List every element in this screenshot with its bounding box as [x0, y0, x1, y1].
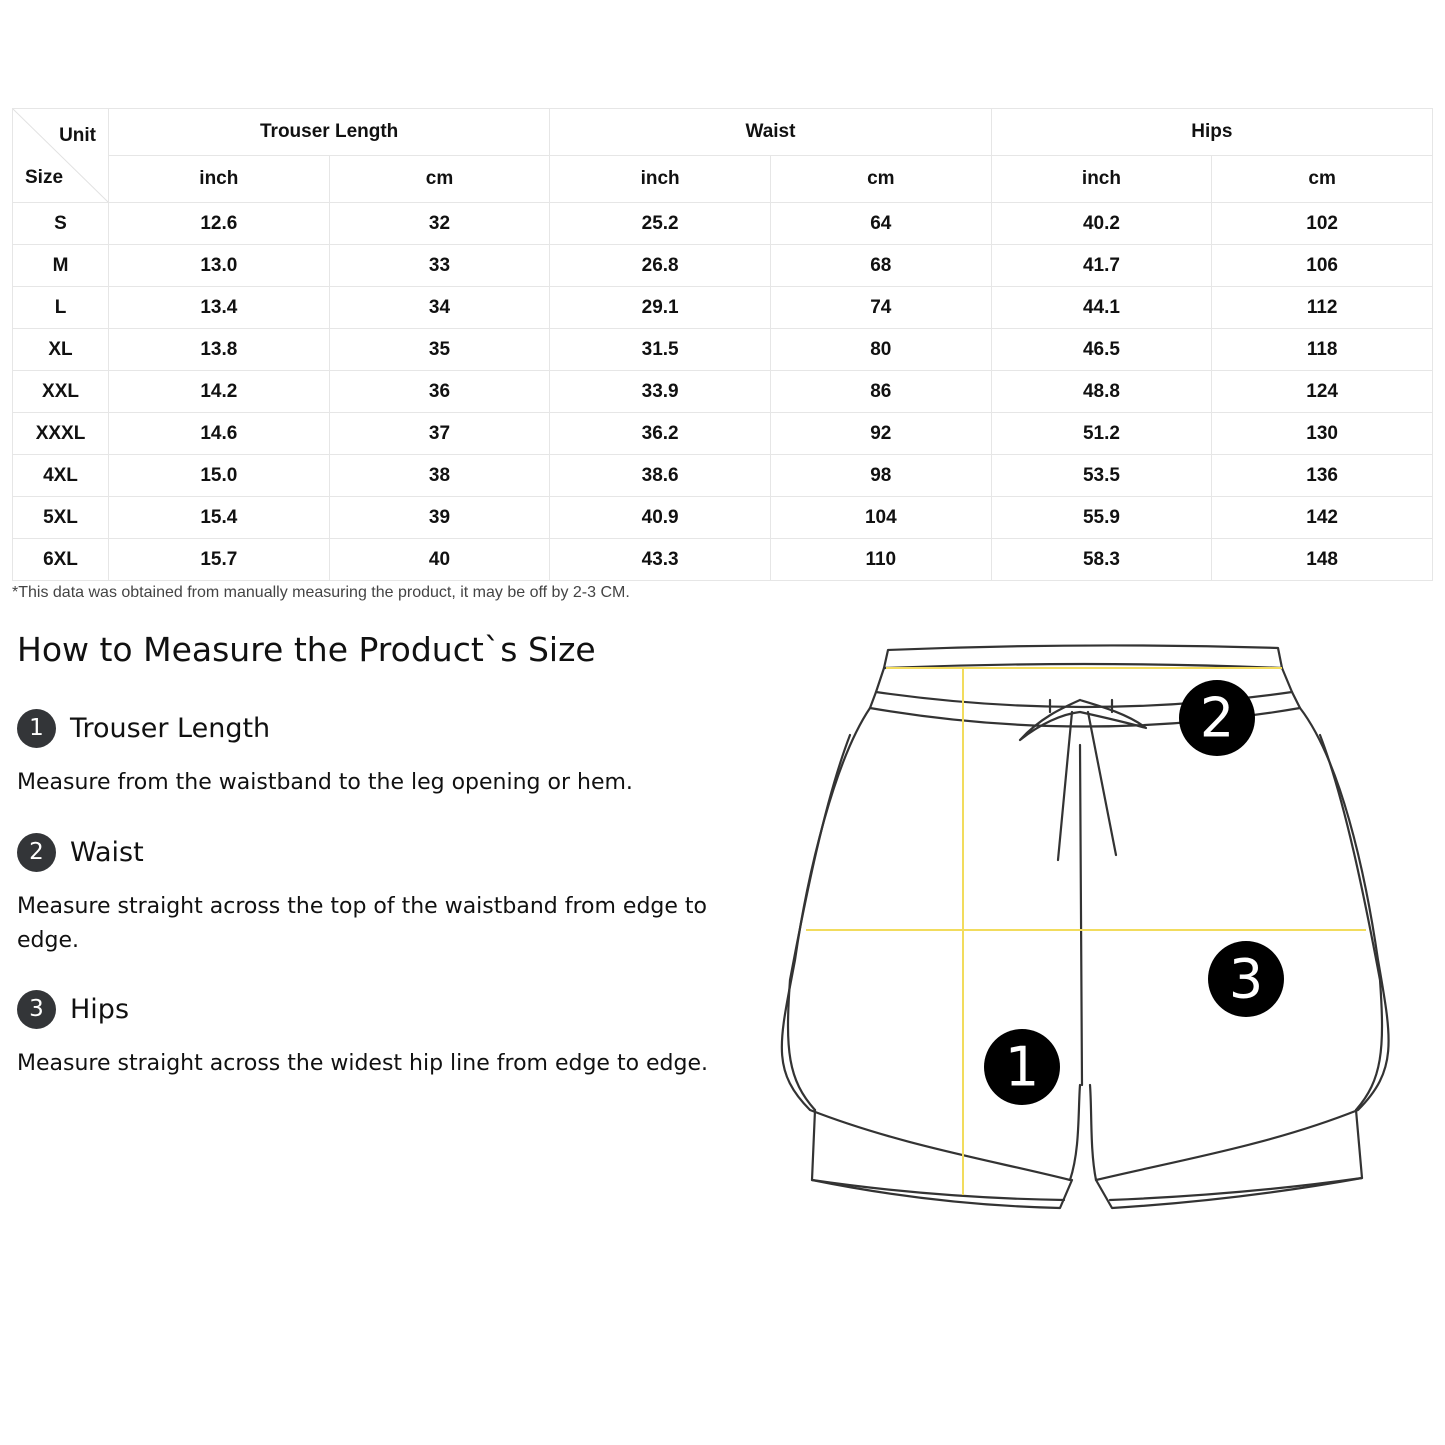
section-title: Hips [70, 993, 130, 1025]
measurement-cell: 106 [1212, 245, 1433, 287]
size-label-cell: XXXL [13, 413, 109, 455]
measurement-cell: 14.6 [109, 413, 330, 455]
section-description: Measure straight across the top of the waistband from edge to edge. [17, 894, 707, 953]
section-header [17, 708, 737, 748]
measurement-cell: 43.3 [550, 539, 771, 581]
unit-header-cell: cm [329, 156, 550, 203]
measurement-cell: 53.5 [991, 455, 1212, 497]
unit-header-cell: inch [550, 156, 771, 203]
shorts-outline-icon [782, 645, 1389, 1208]
measurement-cell: 40 [329, 539, 550, 581]
guide-section-waist [17, 832, 737, 958]
size-row [13, 287, 1433, 329]
measurement-cell: 112 [1212, 287, 1433, 329]
measurement-cell: 15.0 [109, 455, 330, 497]
measurement-cell: 55.9 [991, 497, 1212, 539]
measurement-cell: 48.8 [991, 371, 1212, 413]
measurement-cell: 46.5 [991, 329, 1212, 371]
group-header-row [13, 109, 1433, 156]
size-label-cell: XXL [13, 371, 109, 413]
group-header-trouser-length: Trouser Length [109, 109, 550, 156]
section-header [17, 832, 737, 872]
measurement-cell: 13.0 [109, 245, 330, 287]
section-description: Measure from the waistband to the leg opening or hem. [17, 770, 633, 795]
measurement-cell: 86 [770, 371, 991, 413]
size-row [13, 371, 1433, 413]
measurement-cell: 74 [770, 287, 991, 329]
shorts-diagram [770, 635, 1400, 1225]
size-label-cell: L [13, 287, 109, 329]
marker-2-label: 2 [1199, 686, 1235, 750]
measurement-lines [806, 668, 1366, 1195]
measurement-cell: 58.3 [991, 539, 1212, 581]
size-chart-table [12, 108, 1433, 581]
section-description: Measure straight across the widest hip line from edge to edge. [17, 1051, 709, 1076]
measurement-cell: 98 [770, 455, 991, 497]
measurement-cell: 104 [770, 497, 991, 539]
marker-1-label: 1 [1004, 1035, 1040, 1099]
measurement-cell: 41.7 [991, 245, 1212, 287]
measurement-cell: 40.9 [550, 497, 771, 539]
measurement-cell: 92 [770, 413, 991, 455]
unit-header-row [13, 156, 1433, 203]
size-row [13, 539, 1433, 581]
measurement-cell: 130 [1212, 413, 1433, 455]
measurement-cell: 31.5 [550, 329, 771, 371]
unit-header-cell: cm [770, 156, 991, 203]
corner-size-label: Size [25, 167, 64, 188]
measurement-cell: 36 [329, 371, 550, 413]
size-label-cell: 6XL [13, 539, 109, 581]
size-label-cell: XL [13, 329, 109, 371]
number-two-badge-icon: 2 [17, 833, 56, 872]
size-table-body [13, 203, 1433, 581]
measurement-cell: 44.1 [991, 287, 1212, 329]
measurement-cell: 12.6 [109, 203, 330, 245]
measurement-cell: 26.8 [550, 245, 771, 287]
measurement-note: *This data was obtained from manually measuring the product, it may be off by 2-3 CM. [12, 584, 630, 601]
measurement-cell: 15.4 [109, 497, 330, 539]
unit-header-cell: inch [109, 156, 330, 203]
measurement-cell: 68 [770, 245, 991, 287]
size-row [13, 245, 1433, 287]
marker-1-icon [984, 1029, 1060, 1105]
measurement-cell: 38.6 [550, 455, 771, 497]
measurement-cell: 25.2 [550, 203, 771, 245]
measurement-cell: 118 [1212, 329, 1433, 371]
measurement-cell: 33.9 [550, 371, 771, 413]
size-row [13, 455, 1433, 497]
measurement-cell: 13.8 [109, 329, 330, 371]
marker-3-icon [1208, 941, 1284, 1017]
corner-header-cell [13, 109, 109, 203]
measurement-cell: 40.2 [991, 203, 1212, 245]
measurement-cell: 32 [329, 203, 550, 245]
measurement-cell: 34 [329, 287, 550, 329]
measurement-cell: 110 [770, 539, 991, 581]
section-header [17, 989, 737, 1029]
size-label-cell: M [13, 245, 109, 287]
unit-header-cell: inch [991, 156, 1212, 203]
measurement-cell: 64 [770, 203, 991, 245]
guide-section-hips [17, 989, 737, 1081]
marker-3-label: 3 [1228, 947, 1264, 1011]
unit-header-cell: cm [1212, 156, 1433, 203]
section-title: Trouser Length [70, 712, 271, 744]
measurement-cell: 39 [329, 497, 550, 539]
measurement-cell: 80 [770, 329, 991, 371]
measurement-cell: 102 [1212, 203, 1433, 245]
size-row [13, 497, 1433, 539]
measurement-cell: 35 [329, 329, 550, 371]
measurement-cell: 142 [1212, 497, 1433, 539]
corner-unit-label: Unit [59, 125, 96, 146]
guide-title: How to Measure the Product`s Size [17, 630, 596, 669]
size-row [13, 203, 1433, 245]
measurement-cell: 33 [329, 245, 550, 287]
measurement-cell: 13.4 [109, 287, 330, 329]
size-row [13, 329, 1433, 371]
number-one-badge-icon: 1 [17, 709, 56, 748]
measurement-cell: 136 [1212, 455, 1433, 497]
group-header-waist: Waist [550, 109, 991, 156]
measurement-cell: 29.1 [550, 287, 771, 329]
measurement-cell: 14.2 [109, 371, 330, 413]
size-label-cell: 4XL [13, 455, 109, 497]
measurement-cell: 15.7 [109, 539, 330, 581]
measurement-cell: 148 [1212, 539, 1433, 581]
measurement-cell: 124 [1212, 371, 1433, 413]
guide-section-trouser-length [17, 708, 737, 800]
measurement-cell: 51.2 [991, 413, 1212, 455]
measurement-cell: 37 [329, 413, 550, 455]
size-label-cell: S [13, 203, 109, 245]
size-label-cell: 5XL [13, 497, 109, 539]
measurement-cell: 38 [329, 455, 550, 497]
number-three-badge-icon: 3 [17, 990, 56, 1029]
size-row [13, 413, 1433, 455]
group-header-hips: Hips [991, 109, 1432, 156]
measurement-cell: 36.2 [550, 413, 771, 455]
marker-2-icon [1179, 680, 1255, 756]
section-title: Waist [70, 836, 144, 868]
